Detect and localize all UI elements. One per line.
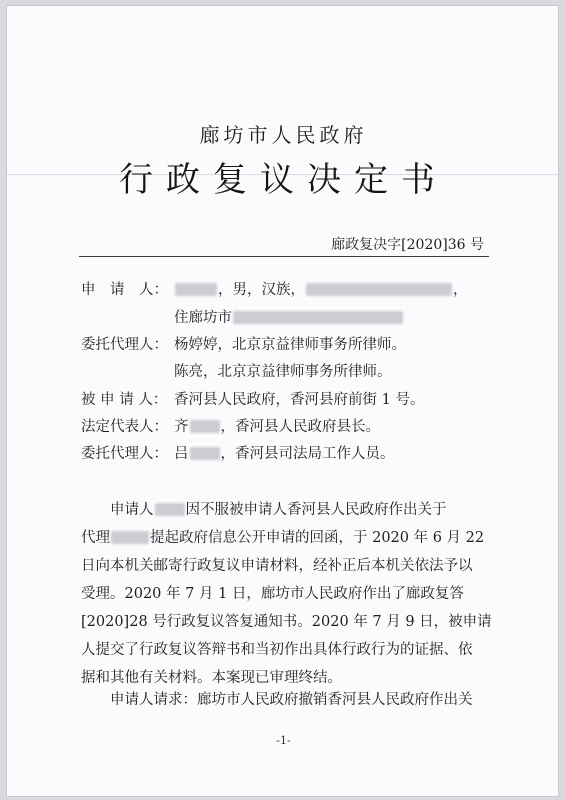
paragraph-line: 代理 提起政府信息公开申请的回函，于 2020 年 6 月 22	[81, 530, 485, 546]
paragraph-line: 受理。2020 年 7 月 1 日，廊坊市人民政府作出了廊政复答	[81, 586, 464, 602]
paragraph-line: 申请人请求：廊坊市人民政府撤销香河县人民政府作出关	[81, 692, 473, 708]
header-divider	[79, 256, 489, 257]
redacted-info	[306, 283, 452, 296]
party-text-tail: ，	[453, 282, 468, 298]
legal-representative-row	[81, 415, 380, 436]
party-text: ，香河县人民政府县长。	[220, 419, 380, 435]
redacted-name	[155, 503, 185, 516]
respondent-agent-row	[81, 442, 395, 463]
redacted-name	[190, 447, 220, 460]
party-text: 杨婷婷，北京京益律师事务所律师。	[174, 337, 406, 353]
page-number: -1-	[276, 734, 291, 747]
applicant-agent-row-1	[81, 333, 406, 354]
redacted-name	[175, 283, 217, 296]
applicant-request-paragraph	[81, 686, 495, 714]
paragraph-line: 人提交了行政复议答辩书和当初作出具体行政行为的证据、依	[81, 642, 473, 658]
case-background-paragraph	[81, 496, 495, 692]
respondent-row	[81, 388, 424, 409]
party-label: 申 请 人：	[81, 282, 168, 298]
party-text: ，香河县司法局工作人员。	[220, 446, 395, 462]
issuing-organization: 廊坊市人民政府	[199, 123, 368, 147]
party-label: 法定代表人：	[81, 419, 168, 435]
paragraph-line: 申请人 因不服被申请人香河县人民政府作出关于	[81, 502, 447, 518]
paragraph-line: 据和其他有关材料。本案现已审理终结。	[81, 670, 342, 686]
applicant-agent-row-2	[174, 360, 392, 381]
document-page	[6, 5, 559, 797]
applicant-address-row	[174, 306, 404, 327]
party-label: 被 申 请 人：	[81, 392, 168, 408]
party-text: 香河县人民政府，香河县府前街 1 号。	[174, 392, 425, 408]
party-text: 陈亮，北京京益律师事务所律师。	[174, 364, 392, 380]
redacted-name	[111, 531, 149, 544]
party-text: 住廊坊市	[174, 310, 232, 326]
party-label: 委托代理人：	[81, 337, 168, 353]
party-text: ，男，汉族，	[218, 282, 305, 298]
document-number: 廊政复决字[2020]36 号	[331, 237, 484, 253]
document-title: 行政复议决定书	[119, 160, 448, 200]
party-label: 委托代理人：	[81, 446, 168, 462]
applicant-row	[81, 278, 468, 299]
paragraph-line: 日向本机关邮寄行政复议申请材料，经补正后本机关依法予以	[81, 558, 473, 574]
redacted-address	[233, 311, 403, 324]
redacted-name	[190, 420, 220, 433]
paragraph-line: [2020]28 号行政复议答复通知书。2020 年 7 月 9 日，被申请	[81, 614, 492, 630]
party-surname: 齐	[174, 419, 189, 435]
party-surname: 吕	[174, 446, 189, 462]
